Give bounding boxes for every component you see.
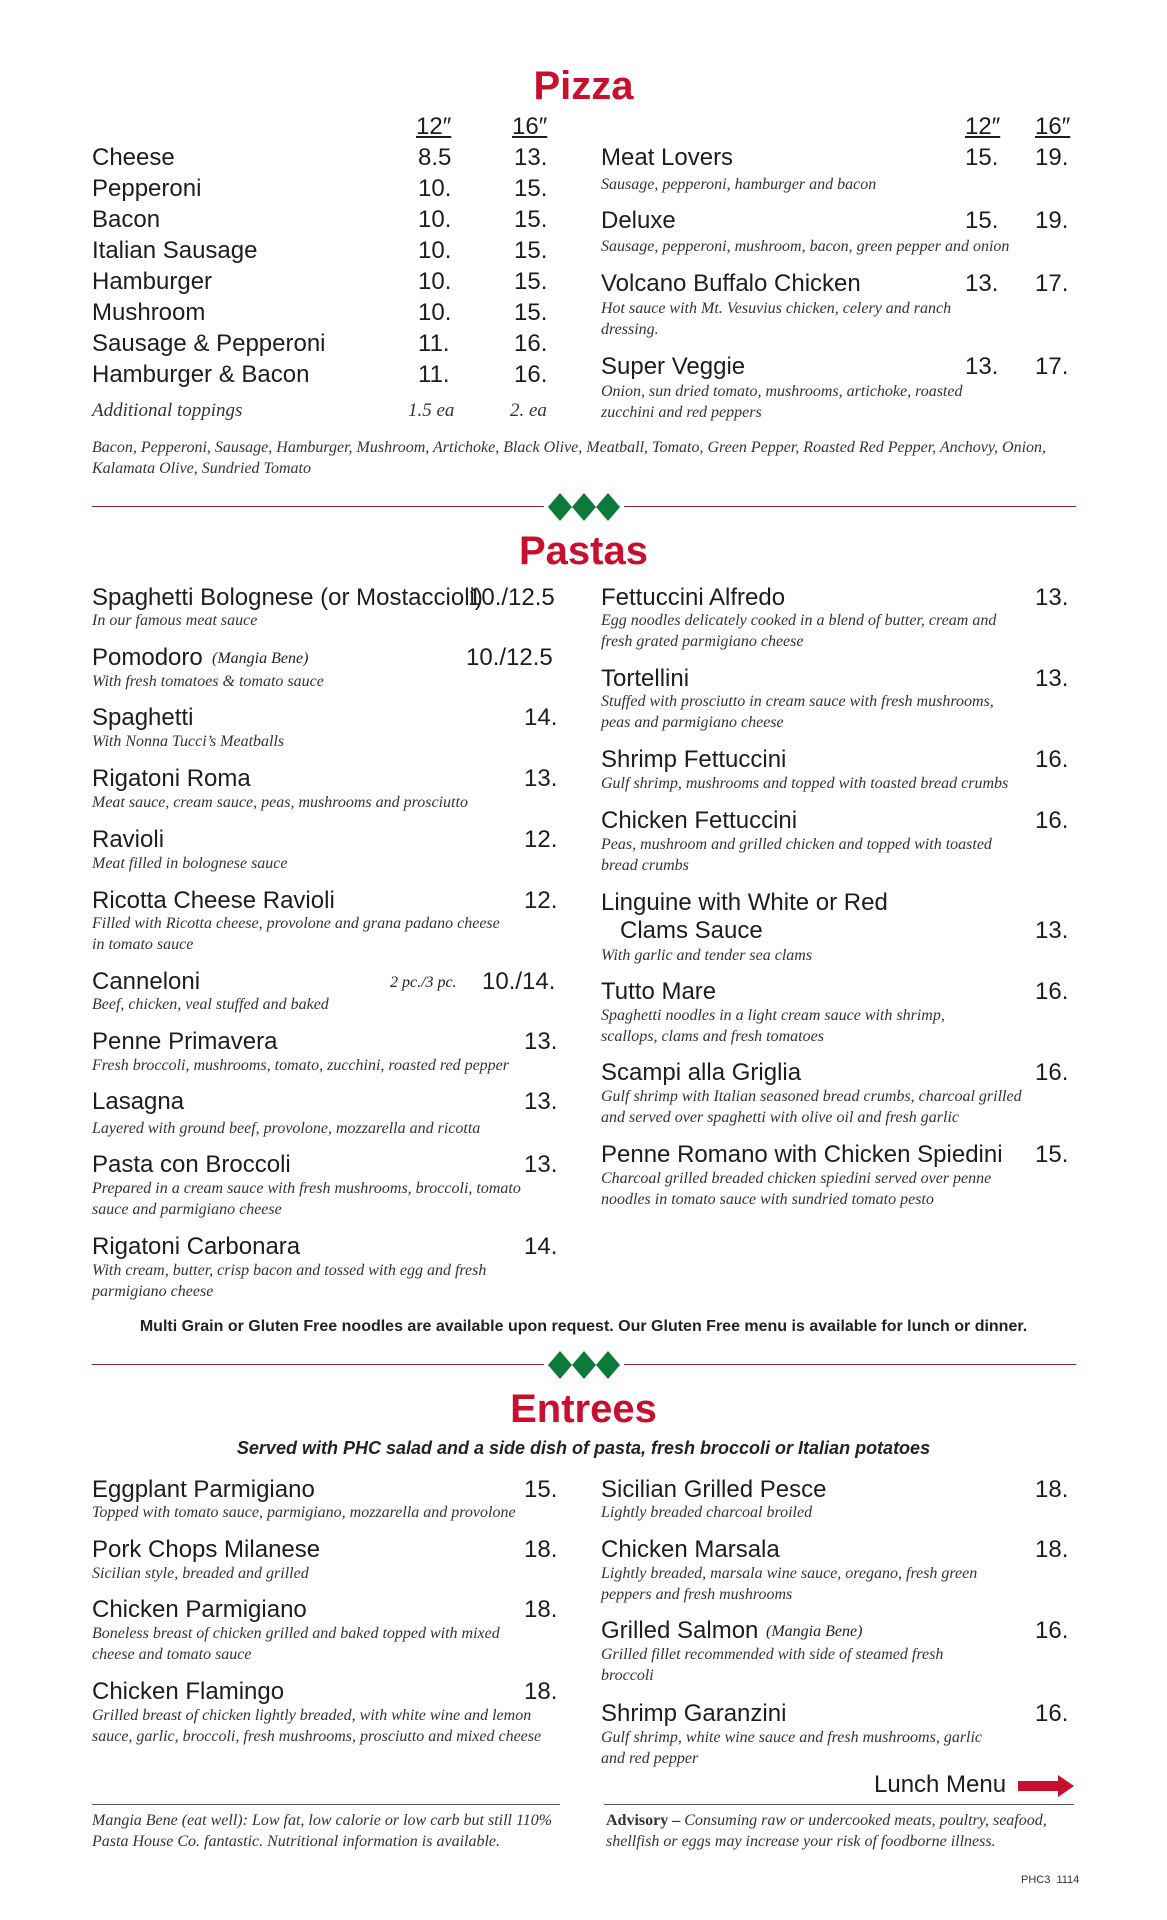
pasta-desc: Gulf shrimp with Italian seasoned bread crumbs, charcoal grilled and served over spaghetti with olive oil and fresh garlic [601,1088,1022,1126]
pizza-item-price-12: 11. [418,361,450,388]
entrees-subtitle: Served with PHC salad and a side dish of pasta, fresh broccoli or Italian potatoes [236,1438,931,1458]
arrow-right-icon [1018,1775,1074,1797]
pasta-desc: In our famous meat sauce [92,612,258,629]
pasta-name: Tortellini [601,665,690,692]
entree-price: 15. [524,1476,558,1503]
pizza-item-price-16: 16. [514,330,548,357]
pasta-desc: Layered with ground beef, provolone, mozzarella and ricotta [92,1120,481,1137]
specialty-pizza-name: Deluxe [601,207,676,234]
pasta-name-line2: Clams Sauce [620,917,763,944]
mangia-bene-note: Mangia Bene (eat well): Low fat, low calorie or low carb but still 110% Pasta House Co. fantastic. Nutritional information is available. [92,1812,553,1850]
entree-desc: Grilled breast of chicken lightly breaded, with white wine and lemon sauce, garlic, broccoli, fresh mushrooms, prosciutto and mixed cheese [92,1707,542,1745]
pasta-desc: Charcoal grilled breaded chicken spiedini served over penne noodles in tomato sauce with sundried tomato pesto [601,1170,992,1208]
pasta-desc: Beef, chicken, veal stuffed and baked [92,996,329,1013]
divider-line-left [92,1364,544,1365]
pasta-name: Ravioli [92,826,165,853]
pasta-name: Penne Romano with Chicken Spiedini [601,1141,1003,1168]
pizza-right-size-16: 16″ [1035,113,1071,140]
pizza-item-price-16: 15. [514,268,548,295]
entree-price: 18. [1035,1476,1069,1503]
menu-code: PHC3 1114 [1021,1874,1080,1886]
pasta-note: 2 pc./3 pc. [390,974,457,991]
pasta-note: (Mangia Bene) [212,650,309,667]
pizza-item-name: Italian Sausage [92,237,258,264]
pasta-name: Chicken Fettuccini [601,807,798,834]
pasta-name: Ricotta Cheese Ravioli [92,887,335,914]
pasta-name: Linguine with White or Red [601,889,888,916]
pasta-price: 13. [524,765,558,792]
entree-name: Shrimp Garanzini [601,1700,787,1727]
entree-price: 18. [1035,1536,1069,1563]
pasta-desc: Peas, mushroom and grilled chicken and topped with toasted bread crumbs [601,836,992,874]
pasta-price: 14. [524,704,558,731]
pizza-title: Pizza [533,64,634,108]
pasta-desc: Prepared in a cream sauce with fresh mushrooms, broccoli, tomato sauce and parmigiano cheese [92,1180,521,1218]
pizza-right-size-12: 12″ [965,113,1001,140]
pasta-price: 13. [1035,584,1069,611]
pasta-price: 15. [1035,1141,1069,1168]
pasta-price: 13. [524,1088,558,1115]
section-divider [92,1364,1076,1366]
entree-name: Sicilian Grilled Pesce [601,1476,827,1503]
specialty-pizza-price-16: 19. [1035,207,1069,234]
pasta-desc: Fresh broccoli, mushrooms, tomato, zucchini, roasted red pepper [92,1057,509,1074]
entree-name: Chicken Parmigiano [92,1596,307,1623]
pasta-desc: With cream, butter, crisp bacon and tossed with egg and fresh parmigiano cheese [92,1262,487,1300]
pasta-desc: Meat sauce, cream sauce, peas, mushrooms and prosciutto [92,794,468,811]
pasta-name: Spaghetti [92,704,194,731]
pizza-toppings-list: Bacon, Pepperoni, Sausage, Hamburger, Mushroom, Artichoke, Black Olive, Meatball, Tomato, Green Pepper, Roasted Red Pepper, Anchovy, Onion, Kalamata Olive, Sundried Tomato [92,439,1047,477]
lunch-menu-label: Lunch Menu [874,1771,1007,1798]
pasta-name: Spaghetti Bolognese (or Mostaccioli) [92,584,483,611]
specialty-pizza-desc: Onion, sun dried tomato, mushrooms, artichoke, roasted zucchini and red peppers [601,383,963,421]
pizza-left-size-12: 12″ [416,113,452,140]
pasta-desc: Spaghetti noodles in a light cream sauce with shrimp, scallops, clams and fresh tomatoes [601,1007,945,1045]
divider-line-right [624,1364,1076,1365]
pizza-item-price-16: 13. [514,144,548,171]
entree-name: Chicken Flamingo [92,1678,285,1705]
pizza-item-price-12: 10. [418,299,452,326]
pastas-title: Pastas [519,529,648,573]
pasta-name: Tutto Mare [601,978,717,1005]
pasta-name: Rigatoni Carbonara [92,1233,301,1260]
entree-price: 18. [524,1536,558,1563]
pizza-item-name: Pepperoni [92,175,202,202]
pizza-item-price-12: 11. [418,330,450,357]
entree-name: Eggplant Parmigiano [92,1476,315,1503]
pasta-desc: Egg noodles delicately cooked in a blend of butter, cream and fresh grated parmigiano cheese [601,612,997,650]
pizza-item-name: Bacon [92,206,161,233]
divider-line-right [624,506,1076,507]
pizza-item-name: Hamburger & Bacon [92,361,310,388]
entree-desc: Sicilian style, breaded and grilled [92,1565,309,1582]
pizza-item-name: Cheese [92,144,175,171]
entrees-title: Entrees [510,1387,657,1431]
entree-desc: Lightly breaded charcoal broiled [601,1504,813,1521]
noodle-note: Multi Grain or Gluten Free noodles are available upon request. Our Gluten Free menu is available for lunch or dinner. [139,1318,1028,1335]
pasta-price: 16. [1035,746,1069,773]
pasta-price: 16. [1035,978,1069,1005]
pasta-name: Rigatoni Roma [92,765,251,792]
pasta-desc: Filled with Ricotta cheese, provolone and grana padano cheese in tomato sauce [92,915,500,953]
pasta-name: Penne Primavera [92,1028,278,1055]
entree-note: (Mangia Bene) [766,1623,863,1640]
pasta-price: 16. [1035,1059,1069,1086]
pizza-item-price-16: 15. [514,237,548,264]
entree-price: 16. [1035,1700,1069,1727]
entree-desc: Topped with tomato sauce, parmigiano, mozzarella and provolone [92,1504,516,1521]
pasta-price: 10./14. [482,968,556,995]
pasta-price: 13. [1035,917,1069,944]
entree-price: 16. [1035,1617,1069,1644]
specialty-pizza-price-12: 15. [965,144,999,171]
pizza-item-price-12: 10. [418,268,452,295]
advisory-note [606,1810,1076,1852]
specialty-pizza-price-12: 13. [965,353,999,380]
diamond-ornament-icon [548,1351,620,1379]
pasta-desc: With fresh tomatoes & tomato sauce [92,673,324,690]
entree-desc: Boneless breast of chicken grilled and baked topped with mixed cheese and tomato sauce [92,1625,500,1663]
entree-desc: Gulf shrimp, white wine sauce and fresh mushrooms, garlic and red pepper [601,1729,983,1767]
pasta-desc: With garlic and tender sea clams [601,947,813,964]
pizza-item-price-16: 15. [514,175,548,202]
additional-toppings-price-16: 2. ea [510,400,547,421]
pasta-name: Fettuccini Alfredo [601,584,786,611]
footer-rule-left [92,1804,560,1805]
pizza-item-price-16: 16. [514,361,548,388]
entree-price: 18. [524,1596,558,1623]
section-divider [92,506,1076,508]
pasta-desc: Gulf shrimp, mushrooms and topped with toasted bread crumbs [601,775,1009,792]
entree-price: 18. [524,1678,558,1705]
additional-toppings-price-12: 1.5 ea [408,400,455,421]
specialty-pizza-desc: Sausage, pepperoni, mushroom, bacon, green pepper and onion [601,238,1010,255]
diamond-ornament-icon [548,493,620,521]
pasta-price: 10./12.5 [468,584,555,611]
pasta-desc: Meat filled in bolognese sauce [92,855,288,872]
entree-name: Pork Chops Milanese [92,1536,321,1563]
footer-rule-right [604,1804,1074,1805]
pasta-price: 14. [524,1233,558,1260]
pasta-price: 10./12.5 [466,644,553,671]
pizza-item-price-12: 10. [418,175,452,202]
specialty-pizza-price-16: 17. [1035,353,1069,380]
pasta-name: Scampi alla Griglia [601,1059,802,1086]
pizza-item-price-16: 15. [514,206,548,233]
specialty-pizza-desc: Hot sauce with Mt. Vesuvius chicken, celery and ranch dressing. [601,300,952,338]
pasta-desc: Stuffed with prosciutto in cream sauce with fresh mushrooms, peas and parmigiano cheese [601,693,994,731]
pasta-name: Shrimp Fettuccini [601,746,787,773]
specialty-pizza-price-16: 19. [1035,144,1069,171]
pizza-item-name: Sausage & Pepperoni [92,330,326,357]
pasta-price: 12. [524,887,558,914]
pasta-price: 16. [1035,807,1069,834]
specialty-pizza-name: Volcano Buffalo Chicken [601,270,861,297]
pasta-name: Canneloni [92,968,201,995]
entree-name: Grilled Salmon [601,1617,759,1644]
advisory-text: Consuming raw or undercooked meats, poultry, seafood, shellfish or eggs may increase your risk of foodborne illness. [606,1812,1047,1850]
pasta-price: 13. [1035,665,1069,692]
pizza-left-size-16: 16″ [512,113,548,140]
entree-desc: Lightly breaded, marsala wine sauce, oregano, fresh green peppers and fresh mushrooms [601,1565,978,1603]
specialty-pizza-name: Meat Lovers [601,144,734,171]
specialty-pizza-name: Super Veggie [601,353,746,380]
specialty-pizza-desc: Sausage, pepperoni, hamburger and bacon [601,176,877,193]
pizza-item-name: Mushroom [92,299,206,326]
specialty-pizza-price-16: 17. [1035,270,1069,297]
pizza-item-price-12: 10. [418,237,452,264]
pizza-item-price-12: 10. [418,206,452,233]
pasta-name: Lasagna [92,1088,185,1115]
pizza-item-price-16: 15. [514,299,548,326]
specialty-pizza-price-12: 15. [965,207,999,234]
pizza-item-name: Hamburger [92,268,213,295]
divider-line-left [92,506,544,507]
advisory-label: Advisory – [606,1812,681,1829]
pasta-desc: With Nonna Tucci’s Meatballs [92,733,285,750]
pasta-price: 12. [524,826,558,853]
entree-name: Chicken Marsala [601,1536,780,1563]
specialty-pizza-price-12: 13. [965,270,999,297]
entree-desc: Grilled fillet recommended with side of steamed fresh broccoli [601,1646,944,1684]
pasta-price: 13. [524,1028,558,1055]
pizza-item-price-12: 8.5 [418,144,452,171]
pasta-name: Pasta con Broccoli [92,1151,291,1178]
pasta-price: 13. [524,1151,558,1178]
pasta-name: Pomodoro [92,644,203,671]
additional-toppings-label: Additional toppings [92,400,243,421]
